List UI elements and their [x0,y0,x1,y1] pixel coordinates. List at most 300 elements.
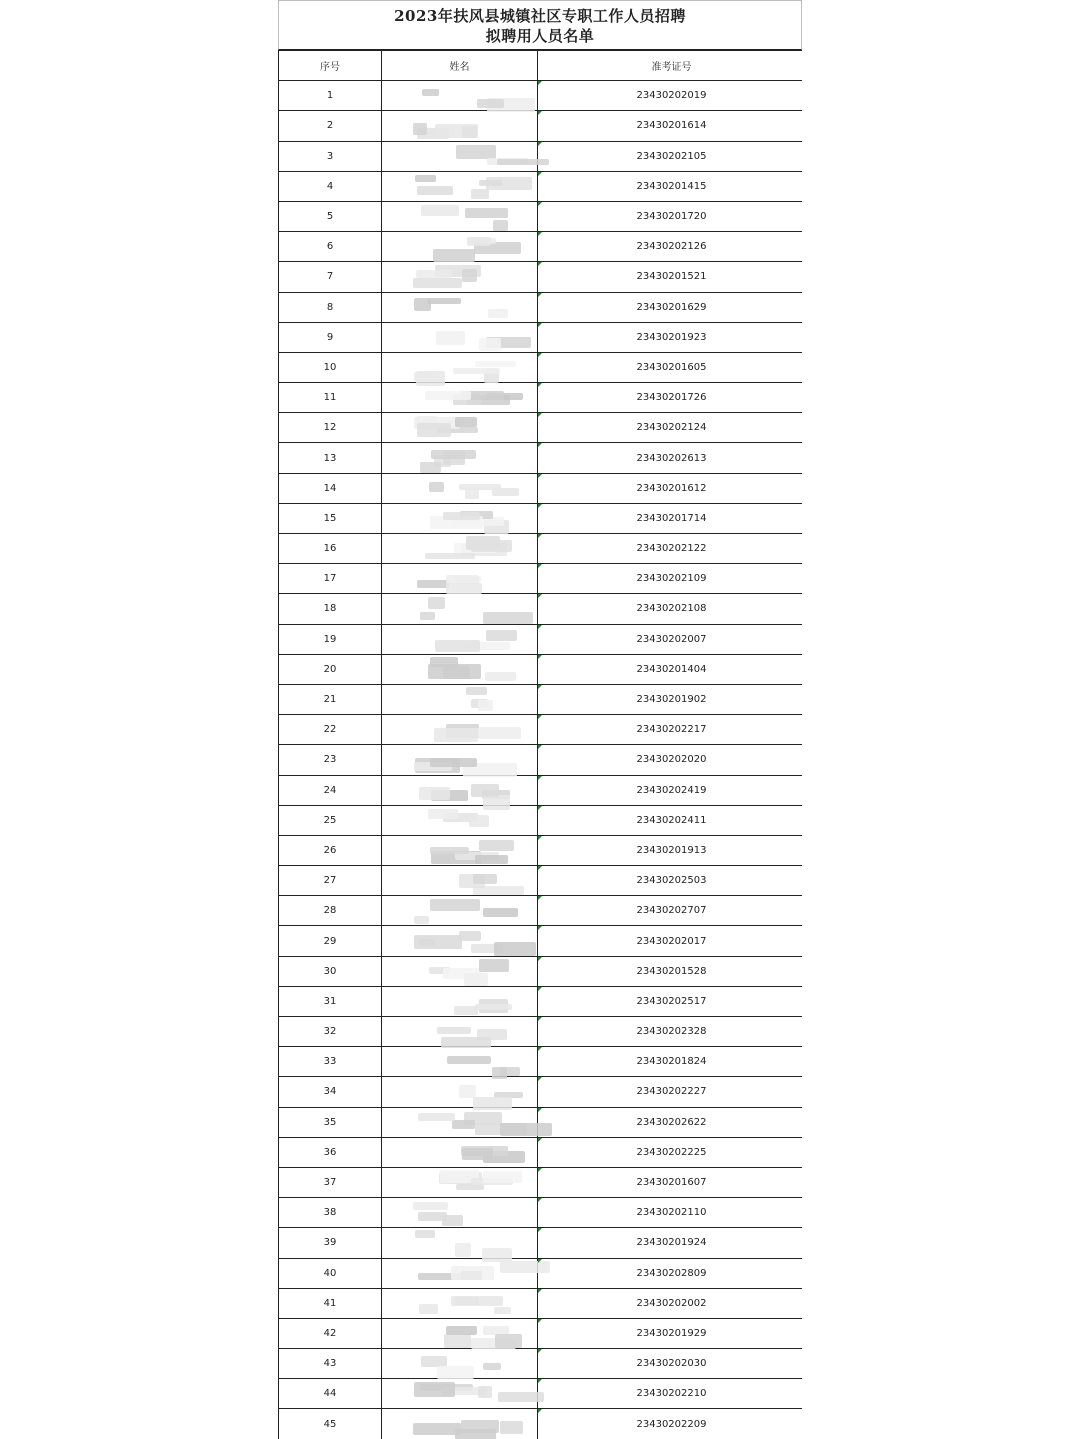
document-title: 2023年扶风县城镇社区专职工作人员招聘 [394,7,686,25]
table-row [279,413,803,443]
row-seq: 34 [279,1077,382,1107]
exam-id-text: 23430201929 [636,1327,707,1339]
row-name-redacted [382,1258,538,1288]
row-exam-id [538,1137,803,1167]
row-exam-id [538,684,803,714]
table-row [279,352,803,382]
redaction-mosaic [382,443,537,472]
redaction-mosaic [382,474,537,503]
cell-marker-icon [538,926,542,930]
table-row [279,986,803,1016]
row-exam-id [538,1047,803,1077]
row-name-redacted [382,322,538,352]
row-exam-id [538,866,803,896]
exam-id-text: 23430202122 [636,543,707,555]
row-exam-id [538,594,803,624]
table-row [279,1107,803,1137]
table-row [279,1198,803,1228]
row-seq: 12 [279,413,382,443]
row-name-redacted [382,473,538,503]
row-exam-id [538,443,803,473]
redaction-mosaic [382,957,537,986]
row-seq: 10 [279,352,382,382]
row-seq: 23 [279,745,382,775]
cell-marker-icon [538,81,542,85]
row-seq: 16 [279,534,382,564]
exam-id-text: 23430201720 [636,211,707,223]
row-seq: 40 [279,1258,382,1288]
row-exam-id [538,111,803,141]
table-body [279,81,803,1439]
row-exam-id [538,262,803,292]
row-seq: 27 [279,866,382,896]
table-row [279,1047,803,1077]
recruitment-list-sheet [278,0,802,1439]
exam-id-text: 23430202126 [636,241,707,253]
redaction-mosaic [382,81,537,110]
table-row [279,835,803,865]
row-name-redacted [382,81,538,111]
redaction-mosaic [382,745,537,774]
cell-marker-icon [538,474,542,478]
redaction-mosaic [382,926,537,955]
table-row [279,594,803,624]
cell-marker-icon [538,111,542,115]
row-exam-id [538,1228,803,1258]
table-row [279,775,803,805]
redaction-mosaic [382,1379,537,1408]
row-exam-id [538,956,803,986]
row-exam-id [538,624,803,654]
exam-id-text: 23430202007 [636,633,707,645]
cell-marker-icon [538,745,542,749]
row-exam-id [538,503,803,533]
row-seq: 30 [279,956,382,986]
row-name-redacted [382,1017,538,1047]
table-row [279,1137,803,1167]
row-name-redacted [382,1288,538,1318]
row-name-redacted [382,684,538,714]
exam-id-text: 23430201824 [636,1056,707,1068]
table-row [279,1017,803,1047]
cell-marker-icon [538,413,542,417]
row-name-redacted [382,201,538,231]
table-row [279,654,803,684]
cell-marker-icon [538,202,542,206]
row-name-redacted [382,171,538,201]
row-name-redacted [382,1198,538,1228]
exam-id-text: 23430202109 [636,573,707,585]
exam-id-text: 23430202503 [636,875,707,887]
cell-marker-icon [538,806,542,810]
redaction-mosaic [382,1047,537,1076]
row-name-redacted [382,141,538,171]
cell-marker-icon [538,1319,542,1323]
exam-id-text: 23430202419 [636,784,707,796]
row-exam-id [538,1288,803,1318]
row-seq: 1 [279,81,382,111]
row-name-redacted [382,896,538,926]
redaction-mosaic [382,262,537,291]
row-exam-id [538,1318,803,1348]
redaction-mosaic [382,323,537,352]
exam-id-text: 23430202225 [636,1146,707,1158]
row-seq: 28 [279,896,382,926]
cell-marker-icon [538,896,542,900]
redaction-mosaic [382,1289,537,1318]
cell-marker-icon [538,172,542,176]
table-row [279,745,803,775]
table-row [279,503,803,533]
exam-id-text: 23430202210 [636,1388,707,1400]
exam-id-text: 23430202411 [636,814,707,826]
row-exam-id [538,292,803,322]
table-row [279,262,803,292]
cell-marker-icon [538,1379,542,1383]
row-seq: 29 [279,926,382,956]
cell-marker-icon [538,353,542,357]
redaction-mosaic [382,715,537,744]
row-name-redacted [382,926,538,956]
redaction-mosaic [382,625,537,654]
cell-marker-icon [538,262,542,266]
row-name-redacted [382,503,538,533]
cell-marker-icon [538,1409,542,1413]
exam-id-text: 23430202002 [636,1297,707,1309]
row-name-redacted [382,956,538,986]
table-row [279,1288,803,1318]
row-exam-id [538,352,803,382]
table-row [279,534,803,564]
table-row [279,684,803,714]
row-name-redacted [382,866,538,896]
exam-id-text: 23430201404 [636,663,707,675]
table-row [279,81,803,111]
row-seq: 35 [279,1107,382,1137]
row-name-redacted [382,443,538,473]
row-name-redacted [382,564,538,594]
redaction-mosaic [382,1077,537,1106]
redaction-mosaic [382,1349,537,1378]
cell-marker-icon [538,232,542,236]
row-exam-id [538,1379,803,1409]
cell-marker-icon [538,715,542,719]
redaction-mosaic [382,987,537,1016]
header-seq: 序号 [279,51,382,81]
redaction-mosaic [382,383,537,412]
row-exam-id [538,926,803,956]
row-exam-id [538,805,803,835]
row-exam-id [538,322,803,352]
header-exam-id: 准考证号 [538,51,803,81]
table-row [279,896,803,926]
redaction-mosaic [382,202,537,231]
row-name-redacted [382,715,538,745]
table-row [279,1077,803,1107]
row-seq: 4 [279,171,382,201]
row-exam-id [538,986,803,1016]
cell-marker-icon [538,443,542,447]
row-name-redacted [382,654,538,684]
candidate-table [278,50,802,1439]
row-seq: 41 [279,1288,382,1318]
redaction-mosaic [382,232,537,261]
cell-marker-icon [538,866,542,870]
exam-id-text: 23430202105 [636,150,707,162]
row-seq: 39 [279,1228,382,1258]
exam-id-text: 23430201521 [636,271,707,283]
exam-id-text: 23430202108 [636,603,707,615]
row-exam-id [538,383,803,413]
row-name-redacted [382,383,538,413]
cell-marker-icon [538,1168,542,1172]
row-exam-id [538,473,803,503]
redaction-mosaic [382,1168,537,1197]
table-row [279,322,803,352]
cell-marker-icon [538,1289,542,1293]
redaction-mosaic [382,806,537,835]
row-seq: 11 [279,383,382,413]
row-exam-id [538,1258,803,1288]
redaction-mosaic [382,111,537,140]
exam-id-text: 23430202209 [636,1418,707,1430]
redaction-mosaic [382,413,537,442]
row-seq: 37 [279,1167,382,1197]
row-exam-id [538,413,803,443]
row-name-redacted [382,1228,538,1258]
exam-id-text: 23430201612 [636,482,707,494]
row-seq: 45 [279,1409,382,1439]
exam-id-text: 23430202110 [636,1207,707,1219]
row-exam-id [538,654,803,684]
cell-marker-icon [538,1108,542,1112]
row-exam-id [538,1107,803,1137]
row-exam-id [538,141,803,171]
table-row [279,1349,803,1379]
table-row [279,473,803,503]
exam-id-text: 23430202217 [636,724,707,736]
redaction-mosaic [382,504,537,533]
exam-id-text: 23430201629 [636,301,707,313]
cell-marker-icon [538,1047,542,1051]
row-seq: 36 [279,1137,382,1167]
row-seq: 8 [279,292,382,322]
exam-id-text: 23430202517 [636,995,707,1007]
row-seq: 42 [279,1318,382,1348]
row-exam-id [538,1349,803,1379]
redaction-mosaic [382,534,537,563]
exam-id-text: 23430202124 [636,422,707,434]
redaction-mosaic [382,564,537,593]
table-row [279,111,803,141]
cell-marker-icon [538,625,542,629]
row-name-redacted [382,594,538,624]
row-seq: 18 [279,594,382,624]
cell-marker-icon [538,1228,542,1232]
table-row [279,232,803,262]
row-name-redacted [382,775,538,805]
redaction-mosaic [382,1319,537,1348]
row-exam-id [538,171,803,201]
row-seq: 21 [279,684,382,714]
row-name-redacted [382,1107,538,1137]
row-seq: 17 [279,564,382,594]
redaction-mosaic [382,1138,537,1167]
row-seq: 19 [279,624,382,654]
cell-marker-icon [538,564,542,568]
cell-marker-icon [538,1017,542,1021]
row-name-redacted [382,534,538,564]
row-exam-id [538,1198,803,1228]
exam-id-text: 23430202030 [636,1358,707,1370]
cell-marker-icon [538,1198,542,1202]
row-seq: 3 [279,141,382,171]
table-row [279,171,803,201]
exam-id-text: 23430201726 [636,392,707,404]
table-row [279,866,803,896]
row-name-redacted [382,1077,538,1107]
cell-marker-icon [538,504,542,508]
exam-id-text: 23430202622 [636,1116,707,1128]
document-title-block [278,0,802,50]
table-row [279,201,803,231]
row-name-redacted [382,1047,538,1077]
row-exam-id [538,1077,803,1107]
table-row [279,1409,803,1439]
row-name-redacted [382,1167,538,1197]
row-name-redacted [382,1137,538,1167]
cell-marker-icon [538,383,542,387]
redaction-mosaic [382,836,537,865]
cell-marker-icon [538,142,542,146]
row-name-redacted [382,413,538,443]
table-row [279,805,803,835]
table-row [279,1318,803,1348]
redaction-mosaic [382,1259,537,1288]
exam-id-text: 23430202707 [636,905,707,917]
row-exam-id [538,715,803,745]
redaction-mosaic [382,1228,537,1257]
exam-id-text: 23430201614 [636,120,707,132]
cell-marker-icon [538,534,542,538]
row-name-redacted [382,1379,538,1409]
row-name-redacted [382,352,538,382]
cell-marker-icon [538,293,542,297]
redaction-mosaic [382,1409,537,1438]
row-name-redacted [382,835,538,865]
redaction-mosaic [382,1108,537,1137]
row-seq: 22 [279,715,382,745]
row-name-redacted [382,262,538,292]
row-name-redacted [382,745,538,775]
row-seq: 20 [279,654,382,684]
row-name-redacted [382,1318,538,1348]
row-exam-id [538,201,803,231]
table-header-row [279,51,803,81]
exam-id-text: 23430201924 [636,1237,707,1249]
row-exam-id [538,1409,803,1439]
row-seq: 25 [279,805,382,835]
table-row [279,1379,803,1409]
row-exam-id [538,745,803,775]
row-exam-id [538,81,803,111]
cell-marker-icon [538,655,542,659]
row-seq: 26 [279,835,382,865]
cell-marker-icon [538,957,542,961]
row-exam-id [538,835,803,865]
exam-id-text: 23430201528 [636,965,707,977]
redaction-mosaic [382,353,537,382]
row-name-redacted [382,986,538,1016]
cell-marker-icon [538,1349,542,1353]
cell-marker-icon [538,1138,542,1142]
row-exam-id [538,775,803,805]
row-seq: 5 [279,201,382,231]
exam-id-text: 23430202019 [636,90,707,102]
table-row [279,292,803,322]
exam-id-text: 23430202017 [636,935,707,947]
document-subtitle: 拟聘用人员名单 [485,27,595,45]
row-seq: 32 [279,1017,382,1047]
exam-id-text: 23430202613 [636,452,707,464]
redaction-mosaic [382,776,537,805]
redaction-mosaic [382,594,537,623]
redaction-mosaic [382,1017,537,1046]
row-name-redacted [382,624,538,654]
row-seq: 38 [279,1198,382,1228]
exam-id-text: 23430201605 [636,361,707,373]
row-seq: 6 [279,232,382,262]
exam-id-text: 23430202809 [636,1267,707,1279]
table-row [279,926,803,956]
row-name-redacted [382,805,538,835]
exam-id-text: 23430201923 [636,331,707,343]
cell-marker-icon [538,1077,542,1081]
row-name-redacted [382,1349,538,1379]
exam-id-text: 23430201714 [636,512,707,524]
redaction-mosaic [382,142,537,171]
table-row [279,1228,803,1258]
row-seq: 14 [279,473,382,503]
row-seq: 43 [279,1349,382,1379]
cell-marker-icon [538,836,542,840]
table-row [279,1258,803,1288]
row-name-redacted [382,1409,538,1439]
row-exam-id [538,896,803,926]
table-row [279,443,803,473]
redaction-mosaic [382,655,537,684]
row-seq: 2 [279,111,382,141]
redaction-mosaic [382,896,537,925]
table-row [279,383,803,413]
row-exam-id [538,534,803,564]
exam-id-text: 23430202020 [636,754,707,766]
cell-marker-icon [538,323,542,327]
exam-id-text: 23430201913 [636,844,707,856]
row-name-redacted [382,232,538,262]
exam-id-text: 23430202227 [636,1086,707,1098]
row-seq: 44 [279,1379,382,1409]
row-exam-id [538,1017,803,1047]
redaction-mosaic [382,172,537,201]
redaction-mosaic [382,1198,537,1227]
row-seq: 9 [279,322,382,352]
table-row [279,141,803,171]
exam-id-text: 23430201415 [636,180,707,192]
cell-marker-icon [538,987,542,991]
row-exam-id [538,1167,803,1197]
cell-marker-icon [538,594,542,598]
